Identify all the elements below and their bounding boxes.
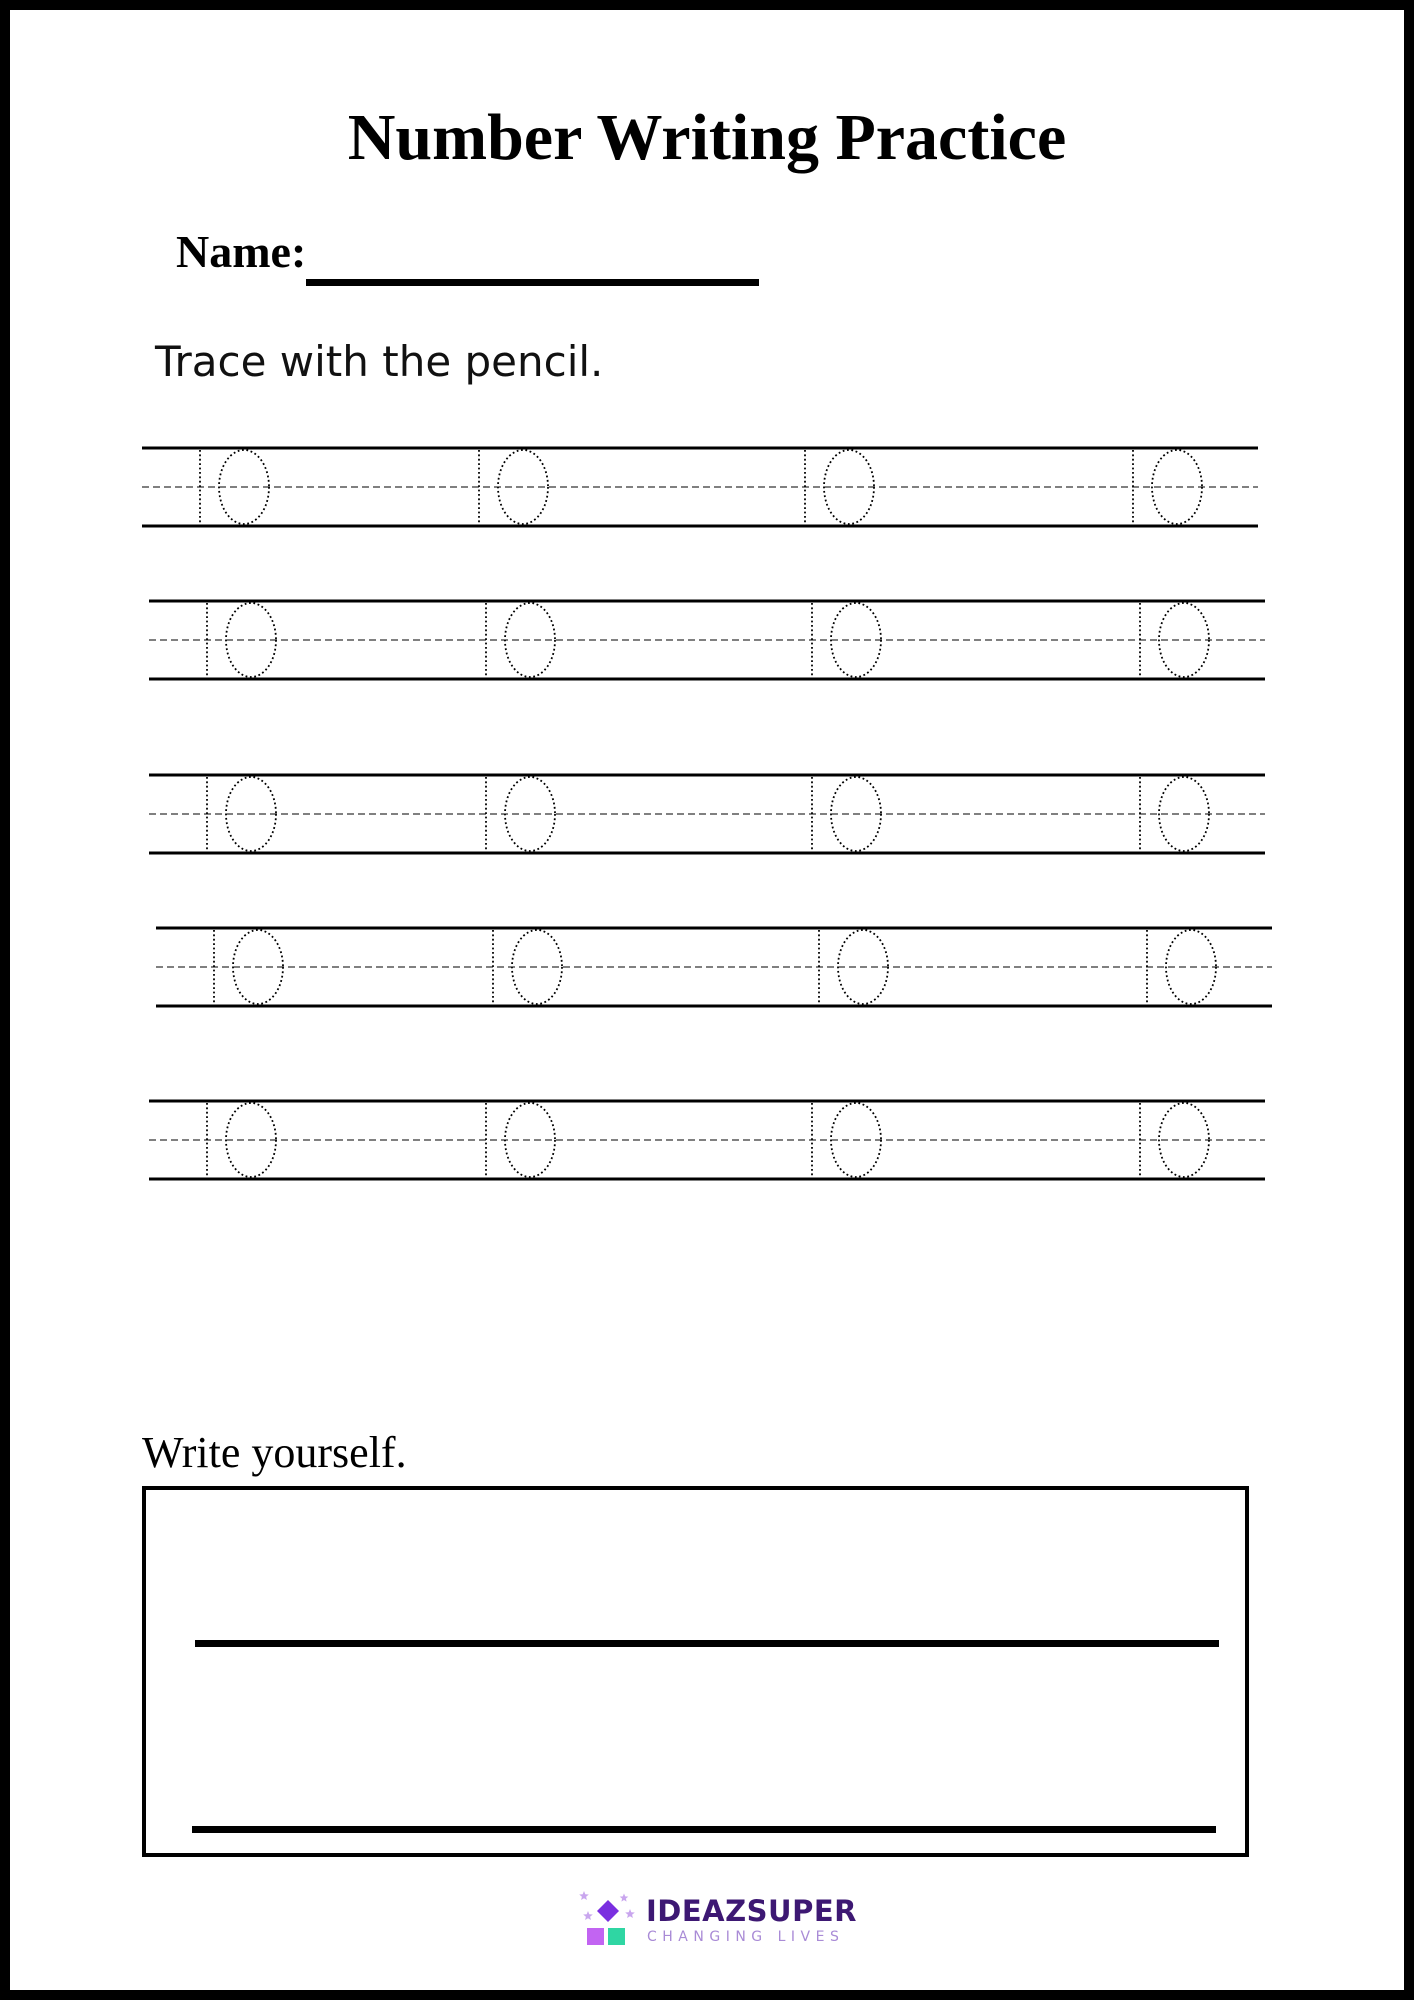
trace-row [142,448,1258,526]
write-instruction: Write yourself. [142,1428,407,1477]
logo-star [625,1909,635,1918]
logo-square-left [587,1928,604,1945]
trace-row [149,775,1265,853]
brand-logo [574,1888,874,1948]
trace-row [156,928,1272,1006]
name-label: Name: [176,226,307,277]
write-line-1[interactable] [195,1640,1219,1647]
trace-instruction: Trace with the pencil. [155,337,604,386]
logo-square-right [608,1928,625,1945]
logo-star [583,1911,593,1920]
trace-row [149,601,1265,679]
write-yourself-box[interactable] [142,1486,1249,1857]
page-title: Number Writing Practice [347,101,1067,174]
trace-row [149,1101,1265,1179]
brand-tagline: CHANGING LIVES [647,1929,845,1945]
logo-star [620,1894,629,1902]
logo-diamond [597,1900,619,1922]
write-line-2[interactable] [192,1826,1216,1833]
logo-mark-icon [574,1888,644,1948]
logo-star [579,1891,589,1900]
brand-name: IDEAZSUPER [646,1894,857,1928]
